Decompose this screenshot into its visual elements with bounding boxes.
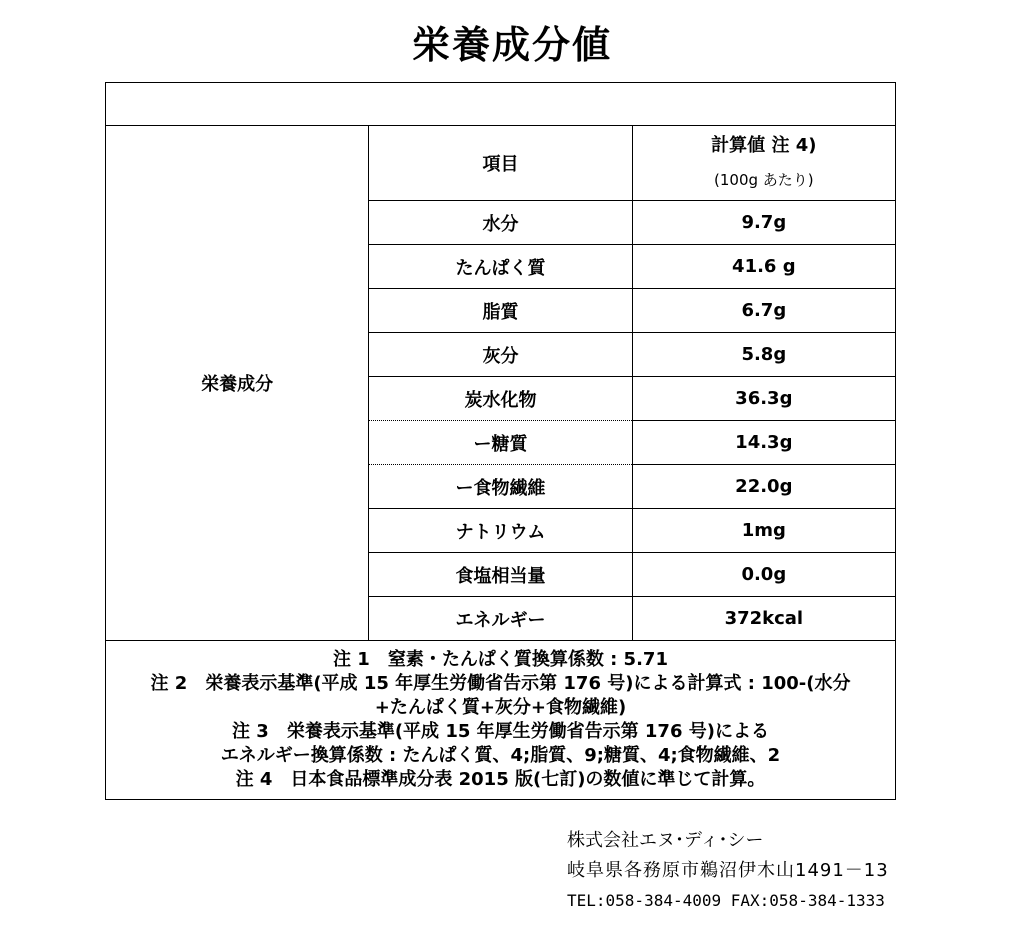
row-value: 41.6 g [632, 245, 895, 289]
category-cell: 栄養成分 [106, 126, 369, 641]
table-blank-header [106, 83, 896, 126]
row-value: 9.7g [632, 201, 895, 245]
note-line: +たんぱく質+灰分+食物繊維) [374, 697, 627, 718]
note-line: エネルギー換算係数 : たんぱく質、4;脂質、9;糖質、4;食物繊維、2 [220, 745, 781, 766]
note-line: 注 2 栄養表示基準(平成 15 年厚生労働省告示第 176 号)による計算式 : 100-(水分 [150, 673, 851, 694]
company-name: 株式会社エヌ･ディ･シー [567, 830, 764, 851]
nutrition-table [105, 82, 896, 800]
row-value: 14.3g [632, 421, 895, 465]
company-contact: TEL:058-384-4009 FAX:058-384-1333 [567, 891, 885, 910]
row-item: ナトリウム [369, 509, 632, 553]
row-item: ー糖質 [369, 421, 632, 465]
header-value [632, 126, 895, 201]
note-line: 注 3 栄養表示基準(平成 15 年厚生労働省告示第 176 号)による [232, 721, 769, 742]
row-value: 6.7g [632, 289, 895, 333]
page-title: 栄養成分値 [411, 23, 612, 67]
row-value: 1mg [632, 509, 895, 553]
row-value: 36.3g [632, 377, 895, 421]
row-item: たんぱく質 [369, 245, 632, 289]
company-info [567, 826, 889, 916]
note-line: 注 4 日本食品標準成分表 2015 版(七訂)の数値に準じて計算。 [235, 769, 766, 790]
row-value: 5.8g [632, 333, 895, 377]
row-item: ー食物繊維 [369, 465, 632, 509]
row-value: 372kcal [632, 597, 895, 641]
row-item: 炭水化物 [369, 377, 632, 421]
row-item: 食塩相当量 [369, 553, 632, 597]
note-line: 注 1 窒素・たんぱく質換算係数 : 5.71 [333, 649, 668, 670]
row-item: 水分 [369, 201, 632, 245]
company-address: 岐阜県各務原市鵜沼伊木山1491－13 [567, 860, 889, 881]
row-item: 脂質 [369, 289, 632, 333]
row-item: 灰分 [369, 333, 632, 377]
header-value-line2: (100g あたり) [714, 171, 814, 189]
header-value-line1: 計算値 注 4) [711, 135, 817, 156]
row-value: 0.0g [632, 553, 895, 597]
row-item: エネルギー [369, 597, 632, 641]
row-value: 22.0g [632, 465, 895, 509]
header-item: 項目 [369, 126, 632, 201]
notes-section [106, 641, 896, 800]
